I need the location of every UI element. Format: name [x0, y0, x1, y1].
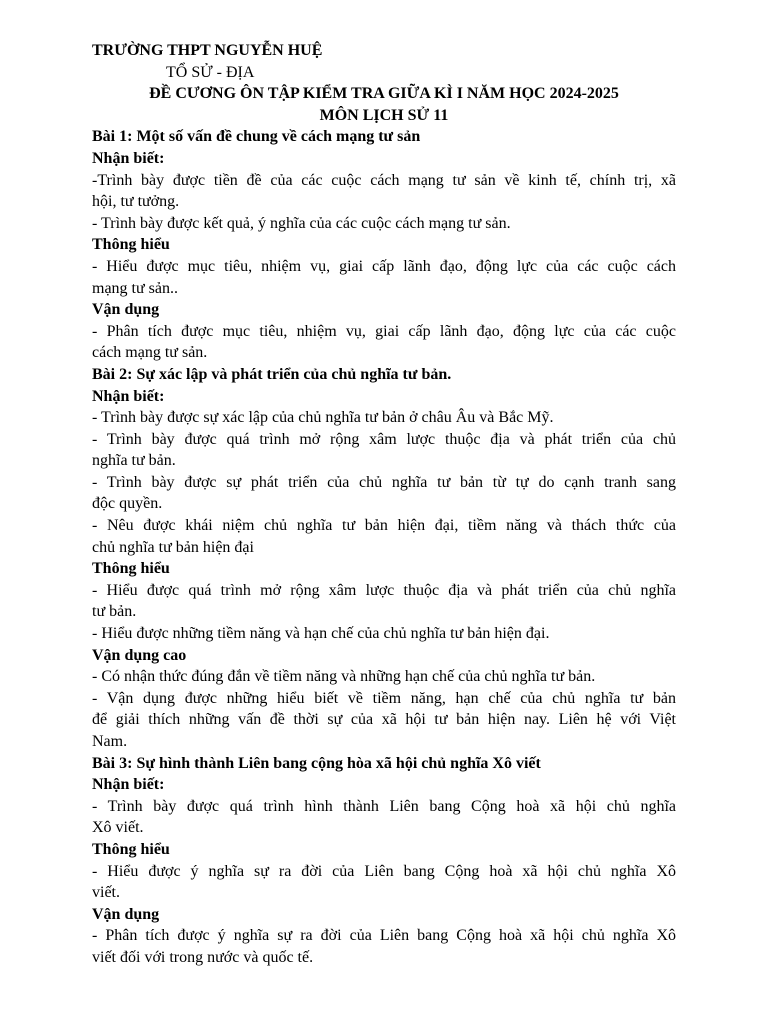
section-heading: Vận dụng — [92, 905, 160, 923]
subject-title: MÔN LỊCH SỬ 11 — [319, 106, 449, 124]
text-line: cách mạng tư sản. — [92, 344, 208, 362]
section-heading: Bài 1: Một số vấn đề chung về cách mạng tư sản — [92, 128, 421, 146]
school-name: TRƯỜNG THPT NGUYỄN HUỆ — [92, 42, 323, 59]
text-line: - Hiểu được ý nghĩa sự ra đời của Liên bang Cộng hoà xã hội chủ nghĩa Xô — [92, 862, 676, 880]
text-line: - Trình bày được kết quả, ý nghĩa của các cuộc cách mạng tư sản. — [92, 214, 511, 232]
section-heading: Nhận biết: — [92, 387, 165, 405]
section-heading: Vận dụng — [92, 301, 160, 319]
section-heading: Nhận biết: — [92, 776, 165, 794]
text-line: - Phân tích được ý nghĩa sự ra đời của Liên bang Cộng hoà xã hội chủ nghĩa Xô — [92, 927, 676, 945]
section-heading: Thông hiểu — [92, 560, 170, 578]
document-body — [92, 126, 676, 968]
text-line: chủ nghĩa tư bản hiện đại — [92, 538, 254, 556]
text-line: - Vận dụng được những hiểu biết về tiềm năng, hạn chế của chủ nghĩa tư bản — [92, 689, 676, 707]
text-line: viết. — [92, 884, 120, 902]
document-title: ĐỀ CƯƠNG ÔN TẬP KIỂM TRA GIỮA KÌ I NĂM HỌC 2024-2025 — [149, 85, 619, 103]
text-line: Xô viết. — [92, 819, 144, 837]
text-line: - Trình bày được sự phát triển của chủ nghĩa tư bản từ tự do cạnh tranh sang — [92, 473, 676, 491]
text-line: độc quyền. — [92, 495, 163, 513]
section-heading: Thông hiểu — [92, 236, 170, 254]
text-line: - Hiểu được những tiềm năng và hạn chế của chủ nghĩa tư bản hiện đại. — [92, 625, 550, 643]
text-line: - Hiểu được quá trình mở rộng xâm lược thuộc địa và phát triển của chủ nghĩa — [92, 581, 676, 599]
section-heading: Vận dụng cao — [92, 646, 187, 664]
text-line: tư bản. — [92, 603, 137, 621]
text-line: - Có nhận thức đúng đắn về tiềm năng và những hạn chế của chủ nghĩa tư bản. — [92, 668, 596, 686]
text-line: - Trình bày được sự xác lập của chủ nghĩa tư bản ở châu Âu và Bắc Mỹ. — [92, 409, 554, 427]
section-heading: Thông hiểu — [92, 840, 170, 858]
text-line: nghĩa tư bản. — [92, 452, 176, 470]
section-heading: Bài 3: Sự hình thành Liên bang cộng hòa xã hội chủ nghĩa Xô viết — [92, 754, 541, 772]
text-line: - Trình bày được quá trình mở rộng xâm lược thuộc địa và phát triển của chủ — [92, 430, 676, 448]
section-heading: Nhận biết: — [92, 149, 165, 167]
text-line: - Phân tích được mục tiêu, nhiệm vụ, giai cấp lãnh đạo, động lực của các cuộc — [92, 322, 676, 340]
section-heading: Bài 2: Sự xác lập và phát triển của chủ nghĩa tư bản. — [92, 365, 452, 383]
text-line: -Trình bày được tiền đề của các cuộc cách mạng tư sản về kinh tế, chính trị, xã — [92, 171, 676, 189]
text-line: - Nêu được khái niệm chủ nghĩa tư bản hiện đại, tiềm năng và thách thức của — [92, 517, 676, 535]
department-name: TỔ SỬ - ĐỊA — [166, 63, 255, 81]
text-line: để giải thích những vấn đề thời sự của xã hội tư bản hiện nay. Liên hệ với Việt — [92, 711, 676, 729]
text-line: viết đối với trong nước và quốc tế. — [92, 948, 314, 966]
text-line: mạng tư sản.. — [92, 279, 178, 297]
text-line: - Trình bày được quá trình hình thành Liên bang Cộng hoà xã hội chủ nghĩa — [92, 797, 676, 815]
document-page — [92, 40, 676, 969]
text-line: Nam. — [92, 733, 128, 750]
text-line: - Hiểu được mục tiêu, nhiệm vụ, giai cấp lãnh đạo, động lực của các cuộc cách — [92, 257, 676, 275]
text-line: hội, tư tưởng. — [92, 193, 180, 211]
